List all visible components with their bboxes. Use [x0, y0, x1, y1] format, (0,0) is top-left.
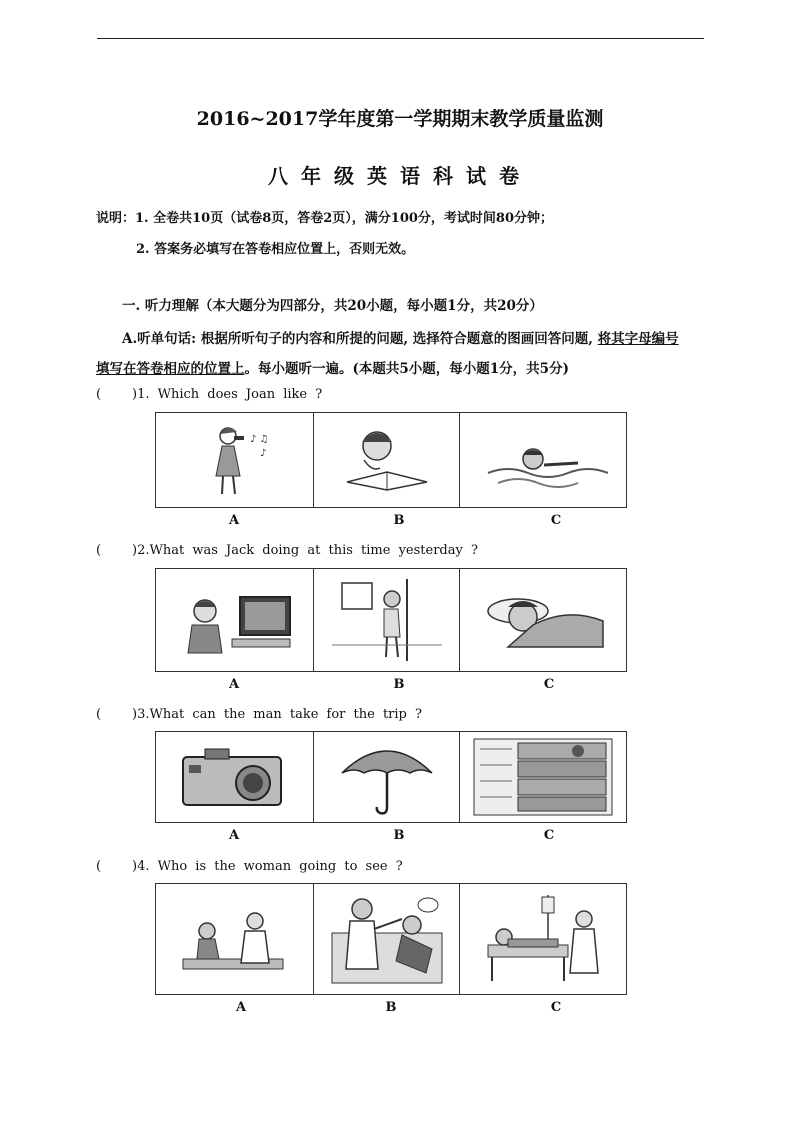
option-b-cell[interactable]	[314, 413, 460, 508]
question-4	[96, 859, 403, 874]
svg-text:♪ ♫: ♪ ♫	[249, 434, 269, 445]
section-heading: 一. 听力理解（本大题分为四部分，共20小题，每小题1分，共20分）	[122, 298, 543, 314]
option-c-cell[interactable]	[460, 569, 627, 672]
option-label-a: A	[228, 677, 240, 692]
question-1	[96, 387, 322, 402]
options-table	[155, 883, 627, 995]
option-c-cell[interactable]	[460, 884, 627, 995]
option-label-c: C	[543, 677, 555, 692]
option-c-cell[interactable]	[460, 413, 627, 508]
question-2	[96, 543, 478, 558]
answer-blank[interactable]: (	[96, 543, 102, 558]
instruction-line-1: 说明：1. 全卷共10页（试卷8页，答卷2页），满分100分，考试时间80分钟；	[96, 211, 554, 226]
answer-blank[interactable]: (	[96, 387, 102, 402]
option-a-cell[interactable]	[156, 884, 314, 995]
option-label-b: B	[393, 677, 405, 692]
umbrella-icon	[332, 737, 442, 817]
exam-subtitle: 八年级英语科试卷	[268, 164, 532, 188]
option-label-b: B	[393, 513, 405, 528]
option-label-c: C	[550, 1000, 562, 1015]
boy-shower-icon	[332, 575, 442, 665]
part-a-text: A.听单句话: 根据所听句子的内容和所提的问题, 选择符合题意的图画回答问题,	[122, 331, 598, 347]
options-table	[155, 731, 627, 823]
answer-blank[interactable]: (	[96, 707, 102, 722]
instruction-line-2: 2. 答案务必填写在答卷相应位置上，否则无效。	[136, 242, 415, 257]
option-b-cell[interactable]	[314, 569, 460, 672]
part-a-text-2: 。每小题听一遍。(本题共5小题，每小题1分，共5分)	[244, 361, 569, 377]
boy-sleeping-icon	[478, 577, 608, 663]
question-3	[96, 707, 422, 722]
exam-title: 2016~2017学年度第一学期期末教学质量监测	[196, 108, 604, 130]
question-text: )2.What was Jack doing at this time yesterday ?	[132, 543, 478, 558]
part-a-underlined: 将其字母编号	[597, 331, 679, 347]
option-label-a: A	[228, 828, 240, 843]
svg-text:♪: ♪	[259, 448, 266, 459]
nurse-hospital-icon	[478, 889, 608, 989]
question-text: )1. Which does Joan like ?	[132, 387, 323, 402]
camera-icon	[175, 739, 295, 815]
option-label-b: B	[385, 1000, 397, 1015]
option-label-c: C	[543, 828, 555, 843]
question-text: )3.What can the man take for the trip ?	[132, 707, 422, 722]
money-icon	[468, 735, 618, 819]
girl-singing-icon	[180, 420, 290, 500]
girl-reading-icon	[332, 420, 442, 500]
header-rule	[97, 38, 704, 39]
option-b-cell[interactable]	[314, 732, 460, 823]
part-a-instruction-line-1	[122, 327, 679, 347]
option-a-cell[interactable]	[156, 413, 314, 508]
option-a-cell[interactable]	[156, 732, 314, 823]
option-b-cell[interactable]	[314, 884, 460, 995]
boy-swimming-icon	[478, 425, 608, 495]
dentist-icon	[322, 889, 452, 989]
option-label-a: A	[228, 513, 240, 528]
option-label-b: B	[393, 828, 405, 843]
option-a-cell[interactable]	[156, 569, 314, 672]
option-label-a: A	[235, 1000, 247, 1015]
options-table	[155, 568, 627, 672]
answer-blank[interactable]: (	[96, 859, 102, 874]
boy-computer-icon	[170, 577, 300, 663]
doctor-patient-icon	[175, 899, 295, 979]
option-c-cell[interactable]	[460, 732, 627, 823]
option-label-c: C	[550, 513, 562, 528]
question-text: )4. Who is the woman going to see ?	[132, 859, 403, 874]
part-a-underlined-2: 填写在答卷相应的位置上	[96, 361, 245, 377]
options-table	[155, 412, 627, 508]
part-a-instruction-line-2	[96, 357, 569, 377]
